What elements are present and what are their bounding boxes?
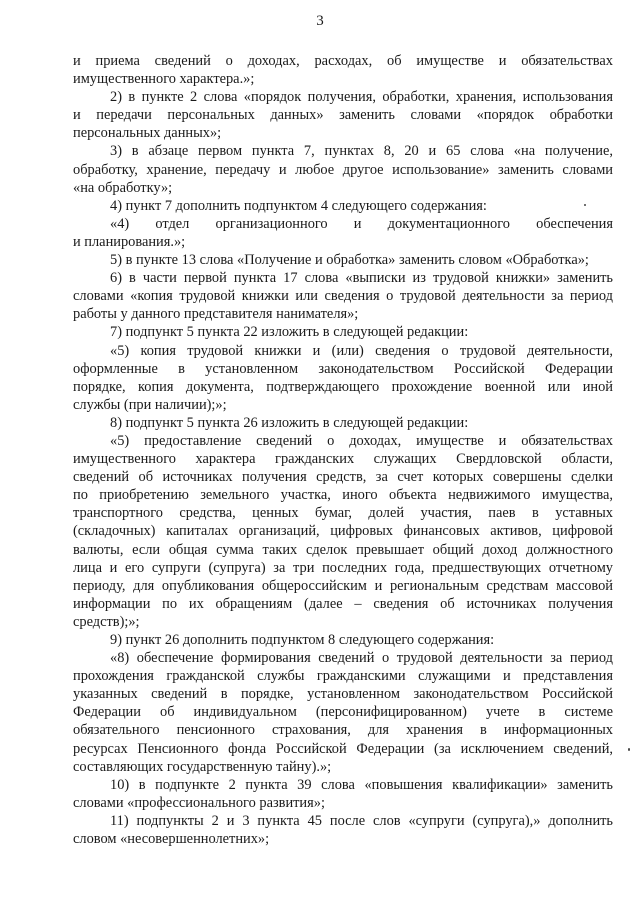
text-line: 11) подпункты 2 и 3 пункта 45 после слов «супруги (супруга),» дополнить: [110, 812, 613, 829]
text-line: обязательного пенсионного страхования, для хранения в информационных: [73, 722, 613, 739]
text-line: средств);»;: [73, 613, 140, 630]
text-line: периоду, для опубликования общероссийским и региональным средствам массовой: [73, 577, 613, 594]
text-line: работы у данного представителя нанимателя»;: [73, 306, 359, 323]
text-line: составляющих государственную тайну).»;: [73, 758, 332, 775]
text-line: 8) подпункт 5 пункта 26 изложить в следующей редакции:: [110, 414, 469, 431]
text-line: 6) в части первой пункта 17 слова «выписки из трудовой книжки» заменить: [110, 270, 613, 287]
text-line: и планирования.»;: [73, 233, 186, 250]
scan-speck: [628, 748, 630, 751]
text-line: 10) в подпункте 2 пункта 39 слова «повышения квалификации» заменить: [110, 776, 613, 793]
text-line: информации по их обращениям (далее – сведения об источниках получения: [73, 595, 613, 612]
paragraph: [73, 197, 613, 215]
text-line: сведений об источниках получения средств, за счет которых совершены сделки: [73, 469, 613, 486]
paragraph: [73, 269, 613, 323]
text-line: 5) в пункте 13 слова «Получение и обработка» заменить словом «Обработка»;: [110, 252, 589, 269]
text-line: персональных данных»;: [73, 125, 222, 142]
text-line: 9) пункт 26 дополнить подпунктом 8 следующего содержания:: [110, 632, 495, 648]
paragraph: [73, 776, 613, 812]
text-line: словами «профессионального развития»;: [73, 794, 325, 811]
document-body: [73, 52, 613, 848]
paragraph: [73, 88, 613, 142]
paragraph: [73, 215, 613, 251]
paragraph: [73, 251, 613, 269]
scan-speck: [584, 204, 586, 206]
text-line: и приема сведений о доходах, расходах, об имуществе и обязательствах: [73, 53, 613, 69]
text-line: лица и его супруги (супруга) за три последних года, предшествующих отчетному: [73, 559, 613, 576]
text-line: «5) копия трудовой книжки и (или) сведения о трудовой деятельности,: [110, 342, 613, 359]
paragraph: [73, 323, 613, 341]
paragraph: [73, 414, 613, 432]
text-line: оформленные в установленном законодательством Российской Федерации: [73, 360, 613, 377]
text-line: имущественного характера.»;: [73, 71, 255, 88]
text-line: прохождения гражданской службы гражданскими служащими и представления: [73, 668, 613, 685]
text-line: 3) в абзаце первом пункта 7, пунктах 8, 20 и 65 слова «на получение,: [110, 143, 613, 160]
text-line: имущественного характера гражданских служащих Свердловской области,: [73, 451, 613, 468]
text-line: и передачи персональных данных» заменить словами «порядок обработки: [73, 107, 613, 124]
text-line: порядке, копия документа, подтверждающего прохождение военной или иной: [73, 378, 613, 395]
text-line: по приобретению земельного участка, иного объекта недвижимого имущества,: [73, 487, 613, 504]
text-line: (складочных) капиталах организаций, цифровых финансовых активов, цифровой: [73, 523, 613, 540]
text-line: указанных сведений в порядке, установленном законодательством Российской: [73, 686, 613, 703]
paragraph: [73, 52, 613, 88]
text-line: «на обработку»;: [73, 179, 173, 196]
text-line: «5) предоставление сведений о доходах, имуществе и обязательствах: [110, 432, 613, 449]
paragraph: [73, 142, 613, 196]
paragraph: [73, 432, 613, 631]
text-line: «4) отдел организационного и документационного обеспечения: [110, 215, 613, 232]
text-line: транспортного средства, ценных бумаг, долей участия, паев в уставных: [73, 505, 613, 522]
page-number: 3: [316, 13, 324, 29]
paragraph: [73, 631, 613, 649]
text-line: валюты, если общая сумма таких сделок превышает общий доход должностного: [73, 541, 613, 558]
text-line: службы (при наличии);»;: [73, 396, 227, 413]
paragraph: [73, 342, 613, 414]
text-line: 7) подпункт 5 пункта 22 изложить в следующей редакции:: [110, 324, 469, 341]
text-line: словами «копия трудовой книжки или сведения о трудовой деятельности за период: [73, 288, 613, 305]
text-line: Федерации об индивидуальном (персонифицированном) учете в системе: [73, 704, 613, 721]
paragraph: [73, 812, 613, 848]
paragraph: [73, 649, 613, 776]
text-line: словом «несовершеннолетних»;: [73, 831, 270, 848]
text-line: обработку, хранение, передачу и любое другое использование» заменить словами: [73, 161, 613, 178]
text-line: 2) в пункте 2 слова «порядок получения, обработки, хранения, использования: [110, 89, 613, 106]
text-line: ресурсах Пенсионного фонда Российской Федерации (за исключением сведений,: [73, 740, 613, 757]
text-line: «8) обеспечение формирования сведений о трудовой деятельности за период: [110, 650, 613, 667]
text-line: 4) пункт 7 дополнить подпунктом 4 следующего содержания:: [110, 197, 487, 214]
